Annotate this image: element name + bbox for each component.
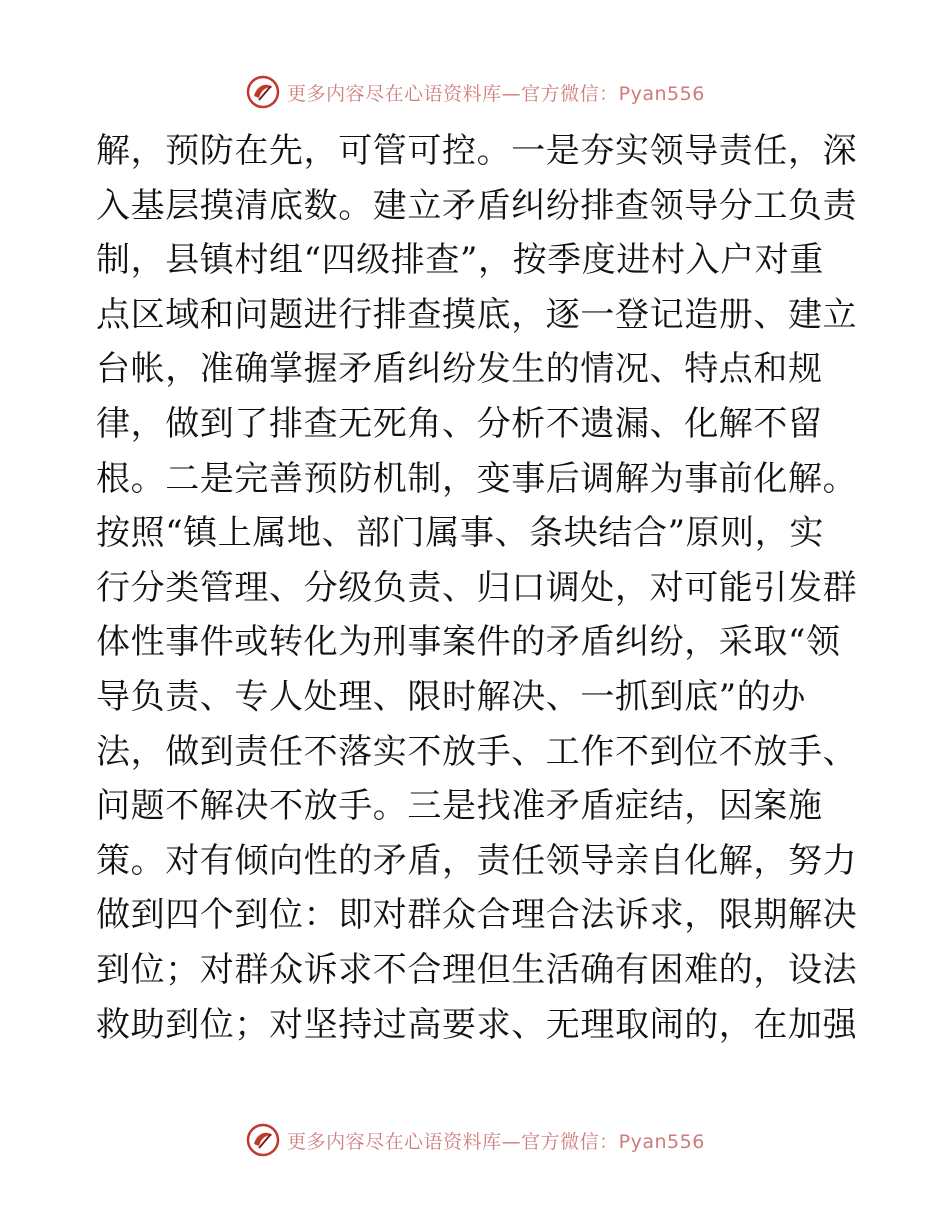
paragraph-line: 点区域和问题进行排查摸底，逐一登记造册、建立 xyxy=(96,294,858,335)
paragraph-line: 到位；对群众诉求不合理但生活确有困难的，设法 xyxy=(96,949,858,990)
paragraph-line: 律，做到了排查无死角、分析不遗漏、化解不留 xyxy=(96,403,823,444)
red-swirl-logo-icon xyxy=(245,74,281,110)
paragraph-line: 体性事件或转化为刑事案件的矛盾纠纷，采取“领 xyxy=(96,622,841,663)
paragraph-line: 解，预防在先，可管可控。一是夯实领导责任，深 xyxy=(96,131,858,171)
header-watermark-text: 更多内容尽在心语资料库—官方微信：Pyan556 xyxy=(287,82,705,105)
paragraph-line: 策。对有倾向性的矛盾，责任领导亲自化解，努力 xyxy=(96,840,858,881)
paragraph-line: 导负责、专人处理、限时解决、一抓到底”的办 xyxy=(96,676,806,717)
paragraph-line: 法，做到责任不落实不放手、工作不到位不放手、 xyxy=(96,731,858,772)
footer-watermark xyxy=(0,1118,950,1162)
paragraph-line: 按照“镇上属地、部门属事、条块结合”原则，实 xyxy=(96,513,824,554)
paragraph-line: 救助到位；对坚持过高要求、无理取闹的，在加强 xyxy=(96,1004,858,1045)
paragraph-line: 做到四个到位：即对群众合理合法诉求，限期解决 xyxy=(96,895,858,936)
paragraph-line: 台帐，准确掌握矛盾纠纷发生的情况、特点和规 xyxy=(96,349,823,390)
paragraph-line: 制，县镇村组“四级排查”，按季度进村入户对重 xyxy=(96,240,824,281)
paragraph-line: 入基层摸清底数。建立矛盾纠纷排查领导分工负责 xyxy=(96,185,858,226)
paragraph-line: 行分类管理、分级负责、归口调处，对可能引发群 xyxy=(96,567,858,608)
document-body xyxy=(96,124,856,1052)
paragraph-line: 根。二是完善预防机制，变事后调解为事前化解。 xyxy=(96,458,858,499)
paragraph-line: 问题不解决不放手。三是找准矛盾症结，因案施 xyxy=(96,786,823,827)
header-watermark xyxy=(0,70,950,114)
red-swirl-logo-icon xyxy=(245,1122,281,1158)
footer-watermark-text: 更多内容尽在心语资料库—官方微信：Pyan556 xyxy=(287,1130,705,1153)
